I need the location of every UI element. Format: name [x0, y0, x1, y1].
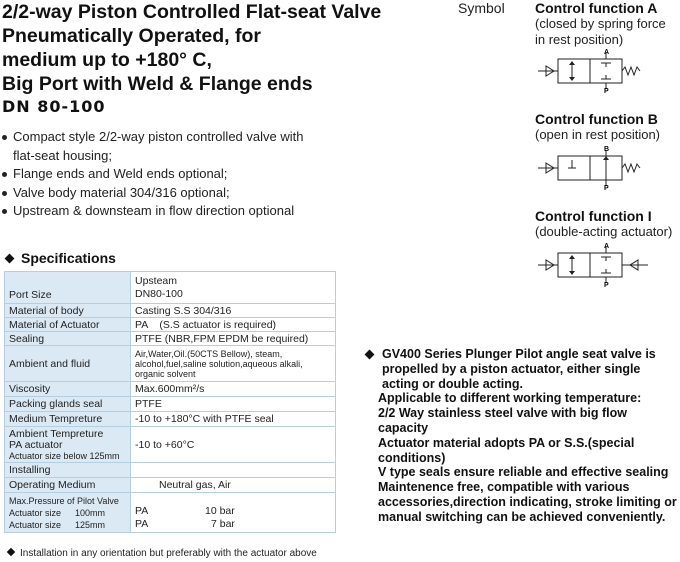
diamond-bullet-icon	[365, 350, 375, 360]
control-function-title: Control function I	[535, 208, 652, 224]
install-note: Installation in any orientation but preferably with the actuator above	[8, 548, 317, 559]
gv-description	[366, 347, 678, 525]
control-function-desc: (double-acting actuator)	[535, 224, 673, 239]
spec-value: Neutral gas, Air	[131, 478, 336, 493]
feature-item-continuation: flat-seat housing;	[13, 147, 113, 163]
spec-label: Port Size	[5, 272, 131, 304]
table-row	[5, 412, 336, 427]
control-function-title: Control function A	[535, 0, 658, 16]
spec-label: Sealing	[5, 332, 131, 346]
feature-item: Flange ends and Weld ends optional;	[2, 165, 303, 184]
spec-label: Viscosity	[5, 382, 131, 397]
spec-label: Material of Actuator	[5, 318, 131, 332]
control-function-desc: in rest position)	[535, 32, 624, 47]
spec-label: Ambient and fluid	[5, 346, 131, 382]
spec-label: Medium Tempreture	[5, 412, 131, 427]
port-label-bottom: P	[604, 282, 609, 287]
feature-item: Compact style 2/2-way piston controlled valve with	[2, 128, 303, 147]
control-function-desc: (closed by spring force	[535, 16, 666, 31]
gv-paragraph: GV400 Series Plunger Pilot angle seat valve is propelled by a piston actuator, either single acting or double acting.	[366, 347, 678, 391]
spec-label: Material of body	[5, 304, 131, 318]
spec-value: Upsteam DN80-100	[131, 272, 336, 304]
gv-paragraph: Applicable to different working temperature:	[378, 391, 642, 406]
spec-value: -10 to +180°C with PTFE seal	[131, 412, 336, 427]
table-row	[5, 382, 336, 397]
spec-table	[4, 271, 336, 533]
feature-item: Upstream & downsteam in flow direction optional	[2, 202, 303, 221]
port-label-bottom: P	[604, 88, 609, 93]
bullet-icon	[2, 191, 7, 196]
table-row	[5, 318, 336, 332]
table-row	[5, 272, 336, 304]
spec-heading: Specifications	[6, 250, 116, 266]
spec-label: Ambient Tempreture PA actuator Actuator size below 125mm	[5, 427, 131, 463]
valve-symbol-a	[538, 49, 663, 93]
diamond-bullet-icon	[5, 254, 15, 264]
gv-paragraph: Maintenence free, compatible with various accessories,direction indicating, stroke limiting or manual switching can be achieved conveniently.	[378, 480, 677, 524]
port-label-top: B	[604, 146, 610, 153]
port-label-bottom: P	[604, 185, 609, 190]
table-row	[5, 397, 336, 412]
table-row	[5, 478, 336, 493]
spec-label: Operating Medium	[5, 478, 131, 493]
spec-label: Packing glands seal	[5, 397, 131, 412]
port-label-top: A	[604, 49, 610, 56]
valve-symbol-b	[538, 146, 663, 190]
bullet-icon	[2, 209, 7, 214]
title-line: 2/2-way Piston Controlled Flat-seat Valve	[2, 1, 382, 23]
control-function-b	[535, 111, 660, 143]
control-function-a	[535, 0, 666, 48]
spec-label: Max.Pressure of Pilot Valve Actuator size 100mm Actuator size 125mm	[5, 493, 131, 533]
control-function-i	[535, 208, 672, 240]
spec-value	[131, 463, 336, 478]
spec-value: Casting S.S 304/316	[131, 304, 336, 318]
spec-value: PA (S.S actuator is required)	[131, 318, 336, 332]
spec-value: PTFE	[131, 397, 336, 412]
title-line: medium up to +180° C,	[2, 49, 212, 71]
diamond-bullet-icon	[7, 548, 15, 556]
table-row	[5, 332, 336, 346]
page-title	[2, 0, 381, 119]
feature-list	[2, 128, 303, 221]
spec-label: Installing	[5, 463, 131, 478]
port-label-top: A	[604, 243, 610, 250]
gv-paragraph: 2/2 Way stainless steel valve with big flow capacity	[378, 406, 627, 435]
spec-value: PA 10 bar PA 7 bar	[131, 493, 336, 533]
valve-symbol-i	[538, 243, 663, 287]
gv-paragraph: V type seals ensure reliable and effective sealing	[378, 465, 669, 480]
title-line: Big Port with Weld & Flange ends	[2, 73, 313, 95]
title-line: Pneumatically Operated, for	[2, 25, 261, 47]
symbol-label: Symbol	[458, 0, 505, 16]
control-function-title: Control function B	[535, 111, 658, 127]
spec-value: PTFE (NBR,FPM EPDM be required)	[131, 332, 336, 346]
feature-item: Valve body material 304/316 optional;	[2, 184, 303, 203]
gv-paragraph: Actuator material adopts PA or S.S.(special conditions)	[378, 435, 635, 465]
bullet-icon	[2, 172, 7, 177]
table-row	[5, 304, 336, 318]
table-row	[5, 493, 336, 533]
bullet-icon	[2, 135, 7, 140]
spec-value: Max.600mm²/s	[131, 382, 336, 397]
dn-label: DN 80-100	[2, 97, 106, 116]
control-function-desc: (open in rest position)	[535, 127, 661, 142]
table-row	[5, 463, 336, 478]
spec-value: Air,Water,Oil.(50CTS Bellow), steam, alcohol,fuel,saline solution,aqueous alkali, organic solvent	[131, 346, 336, 382]
table-row	[5, 427, 336, 463]
table-row	[5, 346, 336, 382]
spec-value: -10 to +60°C	[131, 427, 336, 463]
